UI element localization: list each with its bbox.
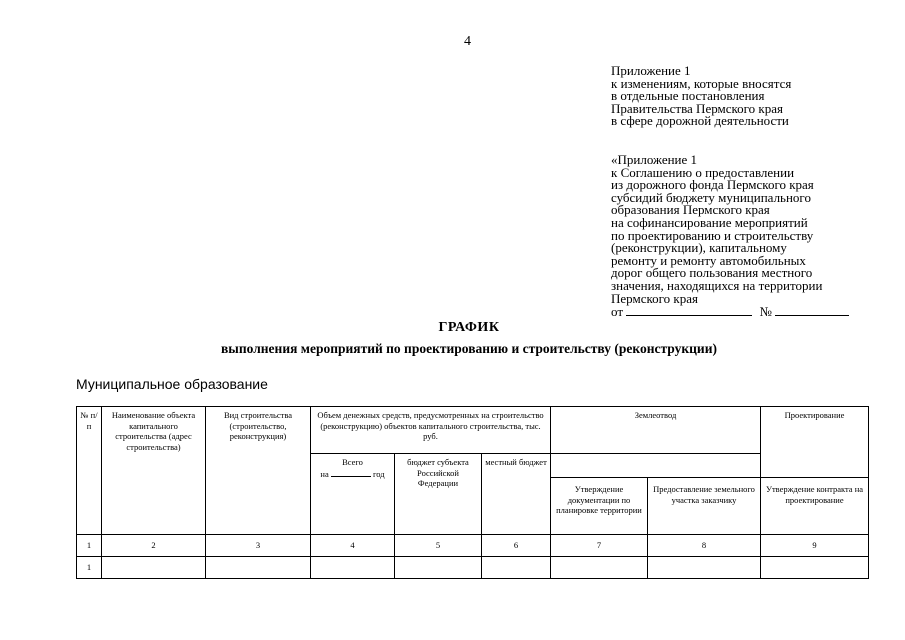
annex-line: (реконструкции), капитальному — [611, 240, 787, 256]
annex-line: Приложение 1 — [611, 63, 691, 78]
land-allotment-spacer — [551, 454, 761, 478]
annex-line: значения, находящихся на территории — [611, 277, 823, 293]
annex-line: к Соглашению о предоставлении — [611, 164, 795, 180]
annex-line: в отдельные постановления — [611, 88, 765, 104]
header-design-contract: Утверждение контракта на проектирование — [761, 478, 869, 535]
funding-total-prefix: на — [320, 468, 329, 479]
annex-line: Пермского края — [611, 290, 698, 306]
funding-total-label: Всего — [342, 457, 363, 467]
table-cell — [102, 557, 206, 579]
header-land-allotment: Землеотвод — [551, 407, 761, 454]
schedule-table — [76, 406, 869, 579]
column-number: 9 — [761, 535, 869, 557]
row-num: 1 — [77, 557, 102, 579]
table-cell — [482, 557, 551, 579]
annex-line: из дорожного фонда Пермского края — [611, 177, 814, 193]
document-title: ГРАФИК — [438, 320, 500, 335]
date-prefix: от — [611, 304, 624, 320]
table-row — [77, 557, 869, 579]
date-blank — [626, 305, 752, 316]
table-cell — [206, 557, 311, 579]
header-funding-local: местный бюджет — [482, 454, 551, 535]
year-blank — [331, 468, 371, 477]
column-number: 4 — [311, 535, 395, 557]
annex-line: на софинансирование мероприятий — [611, 214, 808, 230]
header-funding-total — [311, 454, 395, 535]
table-cell — [551, 557, 648, 579]
header-funding-regional: бюджет субъекта Российской Федерации — [395, 454, 482, 535]
agreement-annex-block — [611, 154, 901, 319]
column-number: 5 — [395, 535, 482, 557]
column-number: 1 — [77, 535, 102, 557]
number-sign: № — [759, 304, 772, 320]
funding-total-year — [313, 468, 392, 480]
header-land-plot: Предоставление земельного участка заказчику — [648, 478, 761, 535]
table-cell — [395, 557, 482, 579]
funding-total-suffix: год — [372, 468, 385, 479]
annex-reference-block — [611, 65, 901, 128]
header-funding: Объем денежных средств, предусмотренных на строительство (реконструкцию) объектов капитального строительства, тыс. руб. — [311, 407, 551, 454]
column-numbers-row — [77, 535, 869, 557]
header-object-name: Наименование объекта капитального строительства (адрес строительства) — [102, 407, 206, 535]
column-number: 6 — [482, 535, 551, 557]
date-number-line — [611, 305, 901, 319]
document-subtitle: выполнения мероприятий по проектированию и строительству (реконструкции) — [221, 341, 717, 356]
header-construction-type: Вид строительства (строительство, реконструкция) — [206, 407, 311, 535]
header-num: № п/п — [77, 407, 102, 535]
annex-line: ремонту и ремонту автомобильных — [611, 252, 806, 268]
number-blank — [775, 305, 849, 316]
column-number: 8 — [648, 535, 761, 557]
annex-line: к изменениям, которые вносятся — [611, 75, 792, 91]
annex-line: в сфере дорожной деятельности — [611, 113, 789, 129]
annex-line: дорог общего пользования местного — [611, 265, 813, 281]
column-number: 3 — [206, 535, 311, 557]
municipality-label: Муниципальное образование — [76, 376, 268, 392]
page-number: 4 — [464, 34, 471, 49]
table-cell — [311, 557, 395, 579]
annex-line: по проектированию и строительству — [611, 227, 814, 243]
annex-line: субсидий бюджету муниципального — [611, 189, 811, 205]
annex-line: образования Пермского края — [611, 202, 770, 218]
header-land-doc: Утверждение документации по планировке территории — [551, 478, 648, 535]
column-number: 2 — [102, 535, 206, 557]
annex-line: Правительства Пермского края — [611, 100, 783, 116]
column-number: 7 — [551, 535, 648, 557]
header-design: Проектирование — [761, 407, 869, 478]
annex-line: «Приложение 1 — [611, 152, 698, 167]
table-cell — [761, 557, 869, 579]
table-cell — [648, 557, 761, 579]
